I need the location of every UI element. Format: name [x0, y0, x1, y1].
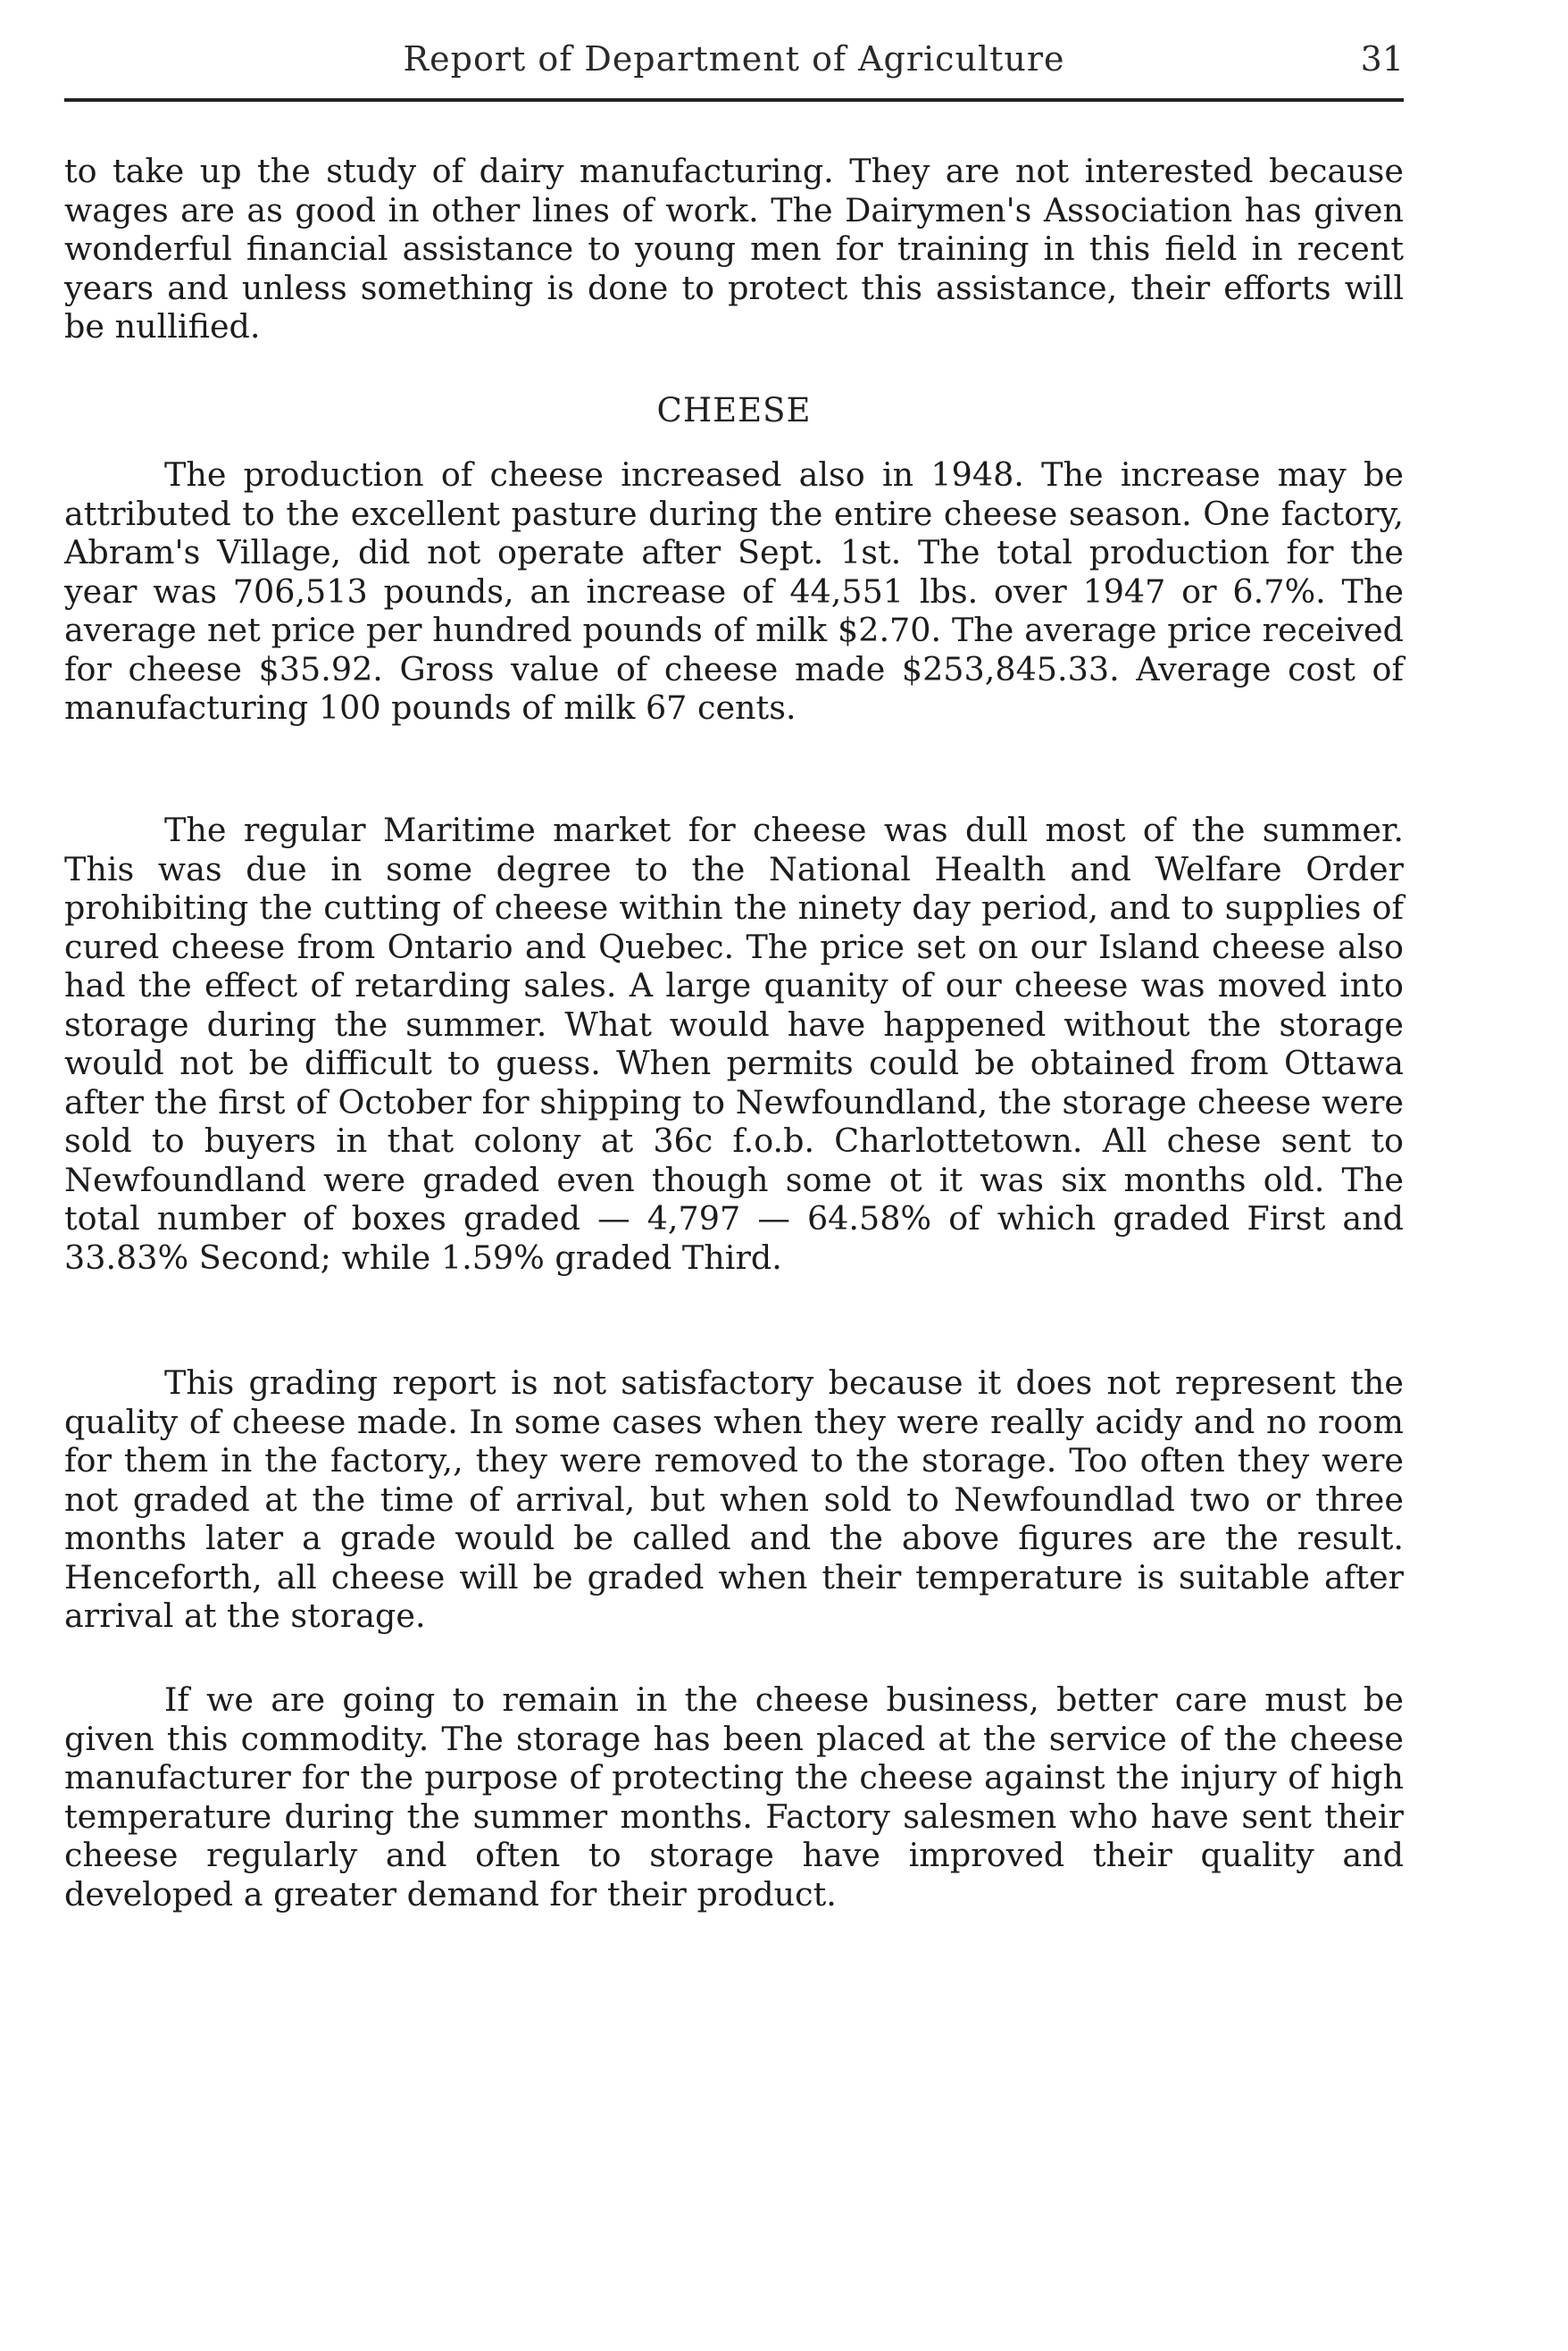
paragraph-market: The regular Maritime market for cheese was dull most of the summer. This was due in some degree to the National Health and Welfare Order prohibiting the cutting of cheese within the ninety day period, and to supplies of cured cheese from Ontario and Quebec. The price set on our Island cheese also had the effect of retarding sales. A large quanity of our cheese was moved into storage during the summer. What would have happened without the storage would not be difficult to guess. When permits could be obtained from Ottawa after the first of October for shipping to Newfoundland, the storage cheese were sold to buyers in that colony at 36c f.o.b. Charlottetown. All chese sent to Newfoundland were graded even though some ot it was six months old. The total number of boxes graded — 4,797 — 64.58% of which graded First and 33.83% Second; while 1.59% graded Third.	[64, 811, 1404, 1277]
document-page	[64, 27, 1404, 1913]
paragraph-care: If we are going to remain in the cheese business, better care must be given this commodity. The storage has been placed at the service of the cheese manufacturer for the purpose of protecting the cheese against the injury of high temperature during the summer months. Factory salesmen who have sent their cheese regularly and often to storage have improved their quality and developed a greater demand for their product.	[64, 1680, 1404, 1913]
section-heading-cheese: CHEESE	[656, 391, 812, 429]
paragraph-intro: to take up the study of dairy manufacturing. They are not interested because wages are as good in other lines of work. The Dairymen's Association has given wonderful financial assistance to young men for training in this field in recent years and unless something is done to protect this assistance, their efforts will be nullified.	[64, 152, 1404, 346]
paragraph-grading: This grading report is not satisfactory because it does not represent the quality of cheese made. In some cases when they were really acidy and no room for them in the factory,, they were removed to the storage. Too often they were not graded at the time of arrival, but when sold to Newfoundlad two or three months later a grade would be called and the above figures are the result. Henceforth, all cheese will be graded when their temperature is suitable after arrival at the storage.	[64, 1363, 1404, 1635]
page-number: 31	[1360, 39, 1404, 79]
paragraph-production: The production of cheese increased also in 1948. The increase may be attributed to the excellent pasture during the entire cheese season. One factory, Abram's Village, did not operate after Sept. 1st. The total production for the year was 706,513 pounds, an increase of 44,551 lbs. over 1947 or 6.7%. The average net price per hundred pounds of milk $2.70. The average price received for cheese $35.92. Gross value of cheese made $253,845.33. Average cost of manufacturing 100 pounds of milk 67 cents.	[64, 455, 1404, 727]
running-header-title: Report of Department of Agriculture	[403, 39, 1065, 79]
running-header	[64, 27, 1404, 102]
